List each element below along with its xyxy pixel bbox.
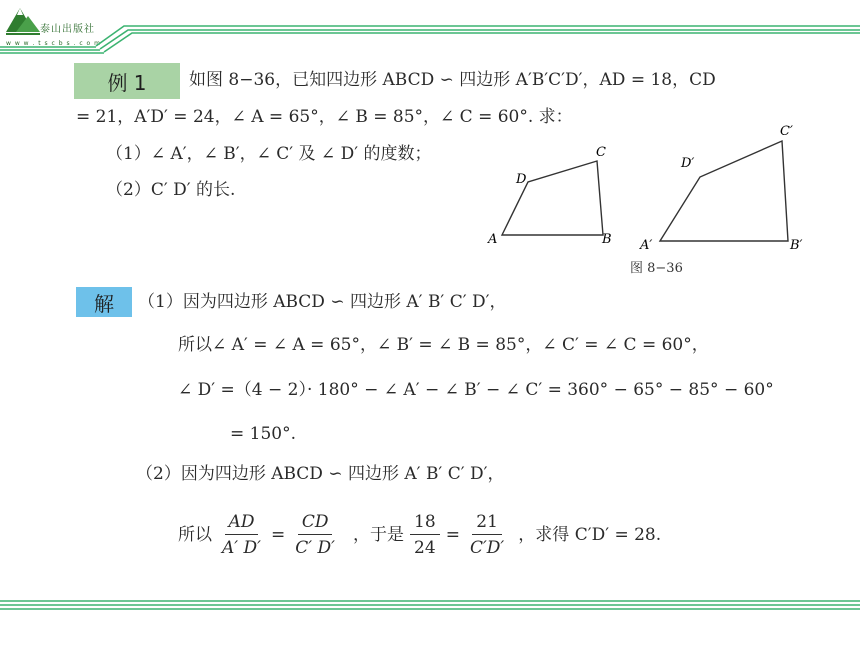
vertex-label-d-prime: D′ bbox=[681, 156, 695, 171]
so-label: 所以 bbox=[178, 524, 212, 545]
thus-label: ，于是 bbox=[353, 524, 405, 545]
vertex-label-a: A bbox=[488, 232, 498, 247]
solution-part1-intro: （1）因为四边形 ABCD ∽ 四边形 A′ B′ C′ D′， bbox=[138, 292, 507, 312]
fraction-numerator: AD bbox=[225, 512, 259, 535]
vertex-label-b: B bbox=[602, 232, 612, 247]
solution-part2-intro: （2）因为四边形 ABCD ∽ 四边形 A′ B′ C′ D′， bbox=[136, 464, 505, 484]
fraction-21-cd bbox=[466, 512, 508, 558]
fraction-numerator: CD bbox=[298, 512, 333, 535]
publisher-url: w w w . t s c b s . c o m bbox=[6, 40, 101, 47]
vertex-label-c: C bbox=[596, 145, 606, 160]
example-line-1: 如图 8−36，已知四边形 ABCD ∽ 四边形 A′B′C′D′，AD = 18，CD bbox=[189, 70, 716, 90]
vertex-label-d: D bbox=[516, 172, 527, 187]
equals-sign: = bbox=[445, 524, 460, 545]
vertex-label-b-prime: B′ bbox=[790, 238, 803, 253]
fraction-denominator: A′ D′ bbox=[222, 538, 262, 558]
final-result: ，求得 C′D′ = 28. bbox=[518, 524, 662, 545]
fraction-denominator: C′ D′ bbox=[295, 538, 336, 558]
example-line-2: = 21，A′D′ = 24，∠ A = 65°，∠ B = 85°，∠ C = 60°. 求： bbox=[76, 107, 573, 127]
fraction-denominator: 24 bbox=[414, 538, 436, 558]
fraction-numerator: 21 bbox=[472, 512, 502, 535]
publisher-name: 泰山出版社 bbox=[40, 24, 95, 35]
solution-label: 解 bbox=[76, 287, 132, 317]
example-label: 例 1 bbox=[74, 63, 180, 99]
quadrilateral-abcd-prime bbox=[660, 141, 788, 241]
fraction-18-24 bbox=[410, 512, 440, 558]
solution-part1-result: = 150°. bbox=[230, 424, 296, 444]
figure-8-36 bbox=[480, 115, 820, 280]
figure-caption: 图 8−36 bbox=[630, 261, 683, 276]
solution-part1-angles: 所以∠ A′ = ∠ A = 65°，∠ B′ = ∠ B = 85°，∠ C′ = ∠ C = 60°， bbox=[178, 335, 709, 355]
fraction-numerator: 18 bbox=[410, 512, 440, 535]
equals-sign: = bbox=[271, 524, 286, 545]
fraction-denominator: C′D′ bbox=[469, 538, 505, 558]
question-2: （2）C′ D′ 的长. bbox=[106, 180, 236, 200]
solution-part2-proportion bbox=[178, 512, 661, 558]
question-1: （1）∠ A′，∠ B′，∠ C′ 及 ∠ D′ 的度数； bbox=[106, 144, 432, 164]
fraction-cd bbox=[291, 512, 339, 558]
fraction-ad bbox=[218, 512, 265, 558]
solution-part1-angle-d: ∠ D′ =（4 − 2）· 180° − ∠ A′ − ∠ B′ − ∠ C′ = 360° − 65° − 85° − 60° bbox=[178, 380, 774, 400]
vertex-label-a-prime: A′ bbox=[640, 238, 653, 253]
vertex-label-c-prime: C′ bbox=[780, 124, 793, 139]
